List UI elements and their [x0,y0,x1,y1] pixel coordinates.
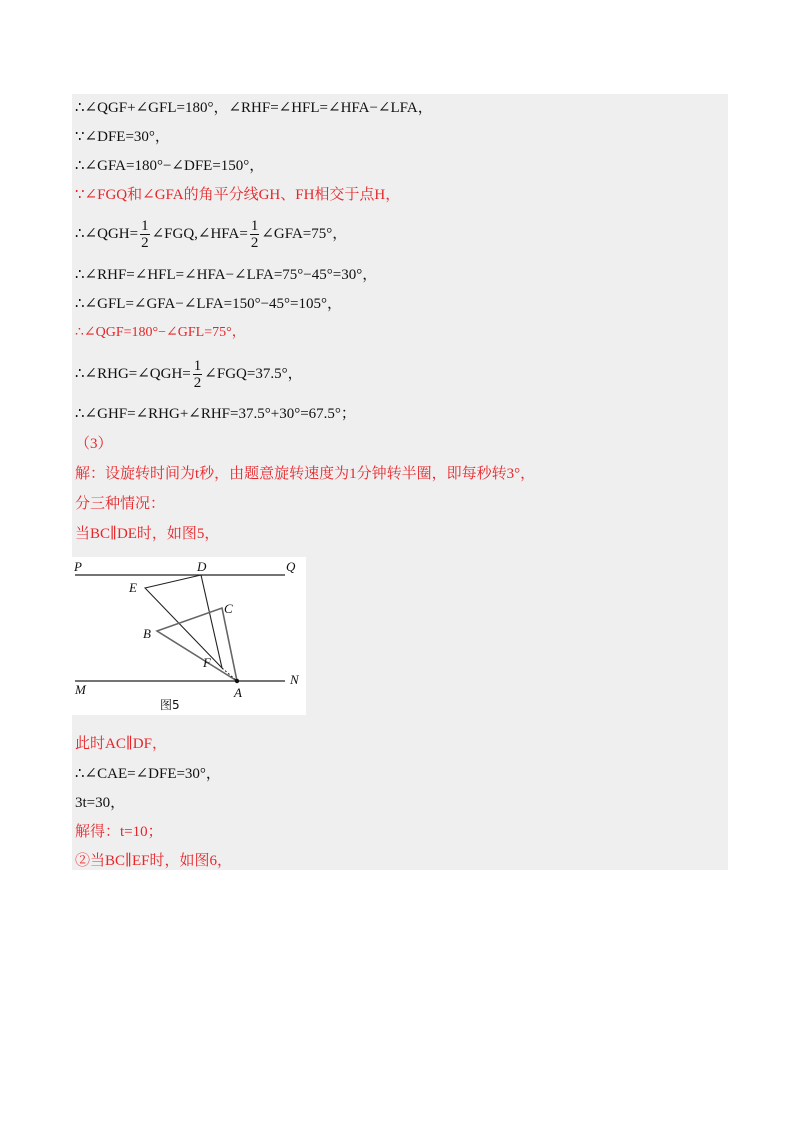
fraction-num: 1 [141,218,149,235]
label-f: F [203,655,211,670]
line-10: ∴∠GHF=∠RHG+∠RHF=37.5°+30°=67.5°； [75,406,356,422]
figure-caption: 图5 [160,698,180,712]
fraction-den: 2 [193,375,202,392]
line-2: ∵∠DFE=30°， [75,129,170,145]
fraction-half [193,358,203,391]
line-18: 解得：t=10； [75,824,163,840]
label-b: B [143,626,151,641]
label-a: A [234,685,242,700]
line-12: 解：设旋转时间为t秒，由题意旋转速度为1分钟转半圈，即每秒转3°， [75,466,536,482]
line-5 [75,218,347,251]
line-6: ∴∠RHF=∠HFL=∠HFA−∠LFA=75°−45°=30°， [75,267,378,283]
line-8: ∴∠QGF=180°−∠GFL=75°， [75,325,246,340]
line-9a: ∴∠RHG=∠QGH= [75,366,191,382]
fraction-den: 2 [250,235,259,252]
line-9 [75,358,303,391]
point-a [235,679,239,683]
label-q: Q [286,559,296,574]
line-17: 3t=30， [75,795,126,811]
label-p: P [74,559,82,574]
line-3: ∴∠GFA=180°−∠DFE=150°， [75,158,265,174]
line-5b: ∠FGQ,∠HFA= [151,226,248,242]
line-9b: ∠FGQ=37.5°， [204,366,303,382]
line-7: ∴∠GFL=∠GFA−∠LFA=150°−45°=105°， [75,296,342,312]
label-m: M [75,682,86,697]
line-4: ∵∠FGQ和∠GFA的角平分线GH、FH相交于点H， [75,187,401,203]
line-5c: ∠GFA=75°， [261,226,348,242]
fraction-num: 1 [193,358,202,375]
line-14: 当BC∥DE时，如图5， [75,526,220,542]
triangle-abc [157,608,237,681]
label-n: N [290,672,299,687]
line-5a: ∴∠QGH= [75,226,139,242]
line-1: ∴∠QGF+∠GFL=180°，∠RHF=∠HFL=∠HFA−∠LFA， [75,100,433,116]
label-d: D [197,559,207,574]
fraction-half [140,218,150,251]
line-16: ∴∠CAE=∠DFE=30°， [75,766,221,782]
line-11: （3） [75,436,113,452]
line-13: 分三种情况： [75,496,166,512]
label-e: E [129,580,137,595]
line-19: ②当BC∥EF时，如图6， [75,853,232,869]
fraction-den: 2 [141,235,149,252]
fraction-num: 1 [250,218,259,235]
fraction-half [250,218,260,251]
line-15: 此时AC∥DF， [75,736,167,752]
label-c: C [224,601,233,616]
figure-5-diagram [72,557,306,715]
figure-5 [72,557,306,715]
